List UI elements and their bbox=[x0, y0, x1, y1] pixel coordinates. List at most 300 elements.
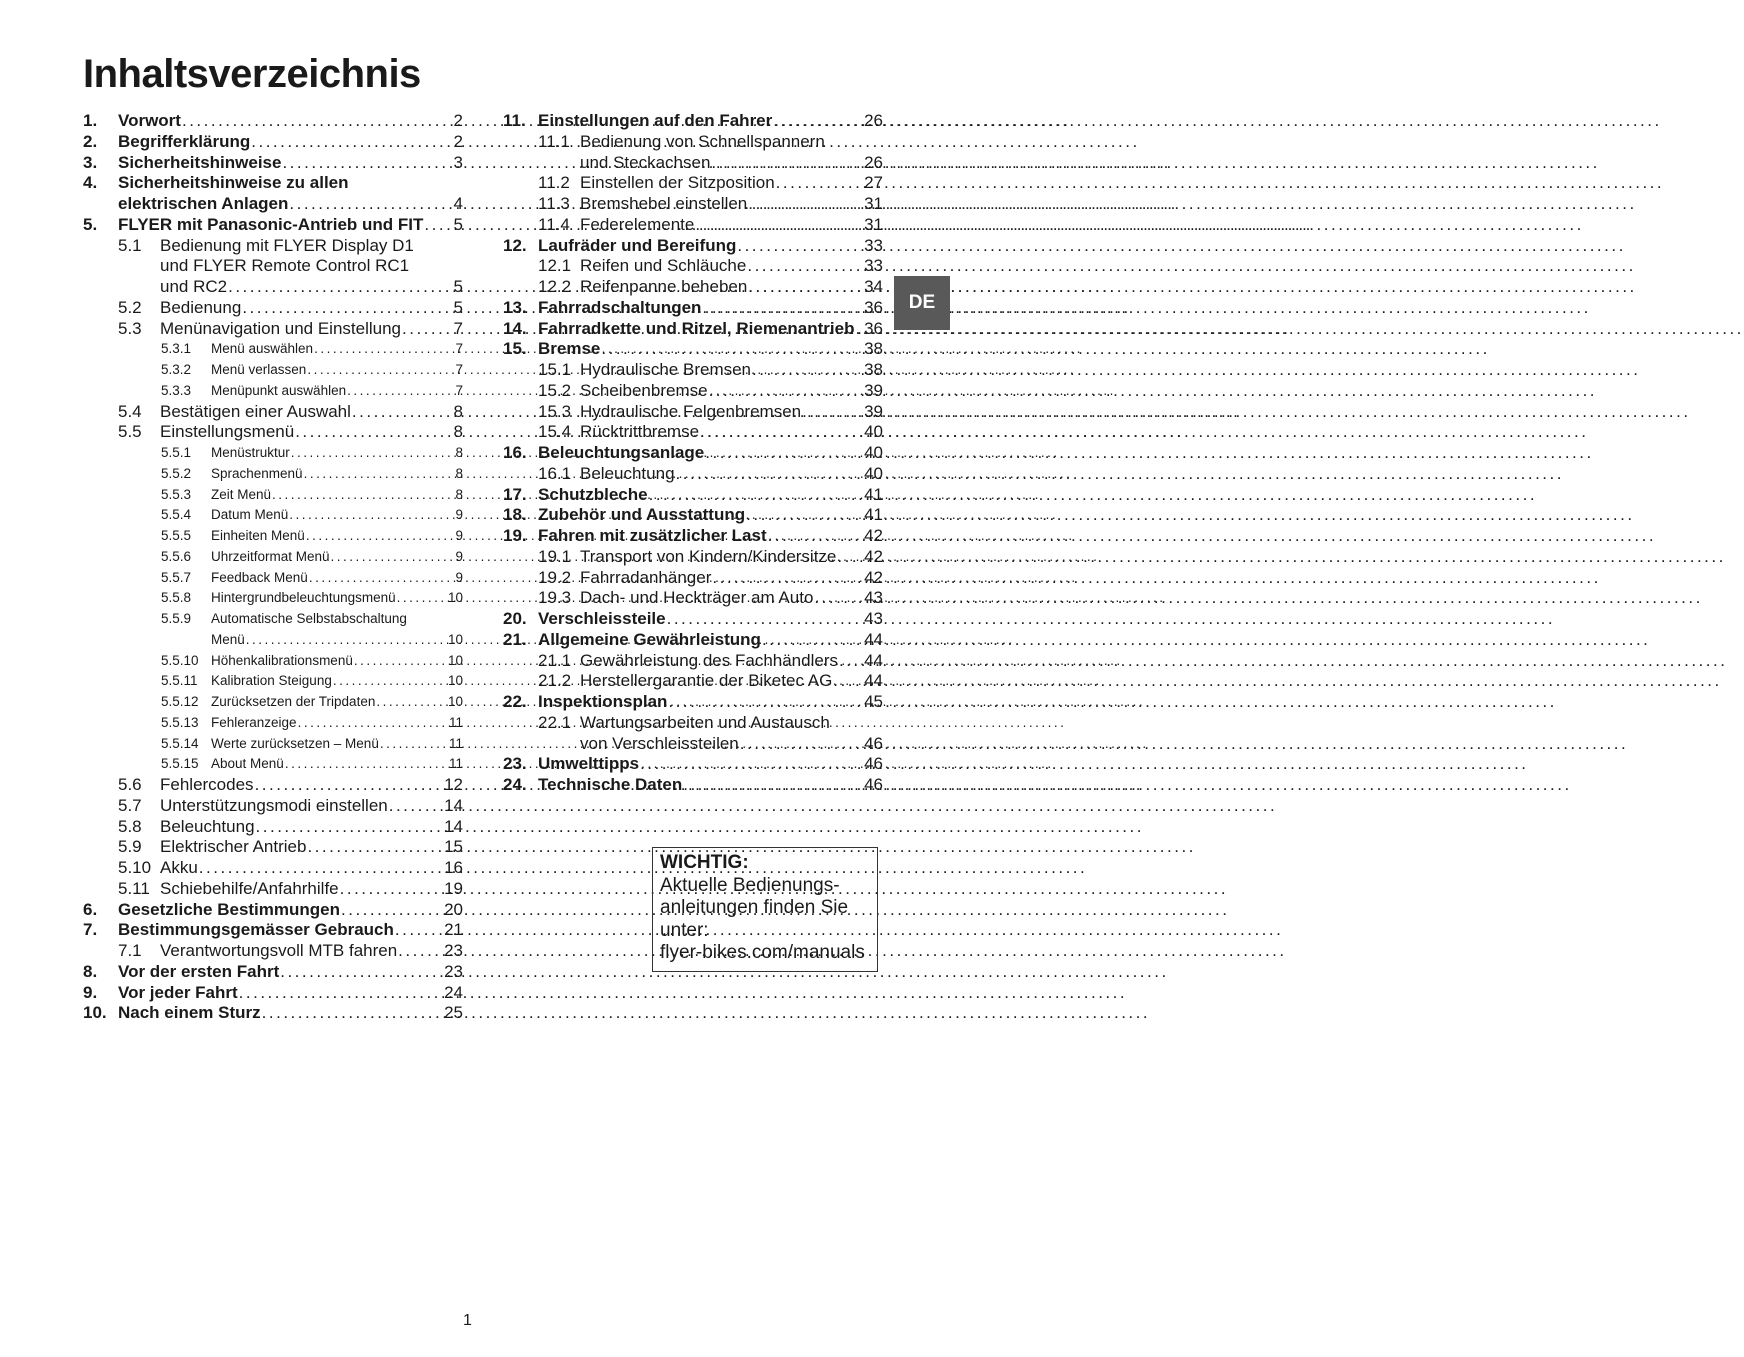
toc-entry-number: 12. bbox=[503, 235, 527, 255]
toc-dot-leader bbox=[746, 256, 864, 277]
toc-entry bbox=[503, 651, 883, 672]
toc-entry-number: 5.5.14 bbox=[161, 735, 199, 751]
toc-entry-title: Fahrradanhänger bbox=[580, 567, 712, 587]
toc-entry-page: 36 bbox=[864, 297, 883, 317]
toc-dot-leader bbox=[694, 215, 864, 236]
toc-entry-number: 20. bbox=[503, 609, 527, 628]
toc-entry-title: Gewährleistung des Fachhändlers bbox=[580, 650, 838, 670]
toc-entry-number: 5.9 bbox=[118, 837, 142, 857]
toc-entry-number: 5.5.2 bbox=[161, 465, 192, 481]
toc-left-column bbox=[83, 111, 463, 1024]
toc-entry-title: Fahrradschaltungen bbox=[538, 297, 702, 317]
toc-entry-title: Gesetzliche Bestimmungen bbox=[118, 899, 341, 919]
toc-dot-leader bbox=[379, 734, 449, 755]
toc-entry bbox=[503, 298, 883, 319]
page-title: Inhaltsverzeichnis bbox=[83, 52, 421, 96]
toc-entry-page: 11 bbox=[448, 714, 463, 730]
toc-dot-leader bbox=[308, 568, 456, 589]
toc-dot-leader bbox=[297, 713, 449, 734]
toc-entry-number: 5.2 bbox=[118, 297, 142, 317]
toc-entry-title: Laufräder und Bereifung bbox=[538, 235, 737, 255]
toc-dot-leader bbox=[836, 547, 864, 568]
toc-entry-number: 15.2 bbox=[538, 380, 572, 400]
toc-entry-title: Bedienung von Schnellspannern bbox=[580, 131, 825, 151]
toc-entry bbox=[503, 734, 883, 755]
toc-entry bbox=[83, 153, 463, 174]
toc-dot-leader bbox=[701, 298, 864, 319]
toc-entry-page: 31 bbox=[864, 214, 883, 234]
toc-entry-title: Akku bbox=[160, 858, 198, 877]
toc-entry-page: 31 bbox=[864, 194, 883, 213]
toc-entry bbox=[83, 692, 463, 713]
toc-dot-leader bbox=[761, 630, 864, 651]
toc-entry-number: 8. bbox=[83, 961, 98, 981]
toc-entry-number: 23. bbox=[503, 754, 527, 774]
toc-entry-title: Bremshebel einstellen bbox=[580, 194, 748, 213]
toc-entry-title: Beleuchtung bbox=[580, 463, 675, 483]
toc-entry-page: 2 bbox=[453, 131, 463, 151]
toc-entry-title: Reifen und Schläuche bbox=[580, 256, 747, 276]
toc-dot-leader bbox=[332, 671, 448, 692]
toc-entry bbox=[83, 277, 463, 298]
toc-entry-title: Bedienung bbox=[160, 297, 242, 317]
toc-entry-page: 7 bbox=[455, 362, 463, 377]
toc-entry-number: 4. bbox=[83, 173, 98, 193]
toc-entry-title: Schiebehilfe/Anfahrhilfe bbox=[160, 878, 339, 898]
toc-entry-page: 44 bbox=[864, 671, 883, 691]
toc-entry-page: 44 bbox=[864, 650, 883, 670]
toc-entry bbox=[503, 568, 883, 589]
toc-entry-page: 23 bbox=[444, 961, 463, 981]
toc-entry-number: 5.5.15 bbox=[161, 756, 199, 772]
toc-entry bbox=[503, 319, 883, 340]
toc-entry-number: 5.5.5 bbox=[161, 528, 192, 543]
toc-dot-leader bbox=[351, 402, 454, 423]
toc-entry-number: 5.5 bbox=[118, 422, 142, 442]
toc-dot-leader bbox=[699, 422, 864, 443]
notice-line: anleitungen finden Sie bbox=[660, 897, 849, 918]
toc-entry-number: 11.3 bbox=[538, 194, 570, 213]
toc-entry-title: Datum Menü bbox=[211, 507, 289, 523]
toc-entry bbox=[503, 381, 883, 402]
toc-entry-title: Fahrradkette und Ritzel, Riemenantrieb bbox=[538, 318, 855, 338]
toc-dot-leader bbox=[250, 132, 453, 153]
toc-entry-number: 12.2 bbox=[538, 277, 572, 296]
toc-entry-title: Verschleissteile bbox=[538, 609, 666, 628]
toc-entry bbox=[503, 215, 883, 236]
toc-entry-page: 10 bbox=[447, 694, 463, 709]
toc-entry-title: Automatische Selbstabschaltung bbox=[211, 611, 407, 626]
toc-entry-title: Uhrzeitformat Menü bbox=[211, 548, 330, 564]
toc-entry-page: 45 bbox=[864, 692, 883, 711]
toc-entry bbox=[503, 713, 883, 734]
toc-entry-number: 22.1 bbox=[538, 712, 572, 732]
toc-dot-leader bbox=[667, 692, 864, 713]
toc-entry-page: 26 bbox=[864, 152, 883, 172]
toc-entry bbox=[503, 588, 883, 609]
toc-dot-leader bbox=[288, 194, 453, 215]
toc-entry bbox=[83, 173, 463, 194]
toc-entry bbox=[83, 256, 463, 277]
toc-dot-leader bbox=[303, 464, 456, 485]
toc-entry-number: 5.1 bbox=[118, 235, 142, 255]
toc-entry-page: 14 bbox=[444, 816, 463, 836]
toc-dot-leader bbox=[255, 817, 445, 838]
toc-entry-title: Vorwort bbox=[118, 111, 181, 130]
toc-entry bbox=[503, 547, 883, 568]
toc-entry bbox=[83, 215, 463, 236]
toc-dot-leader bbox=[708, 381, 865, 402]
toc-entry-title: Verantwortungsvoll MTB fahren bbox=[160, 941, 398, 960]
toc-dot-leader bbox=[394, 920, 444, 941]
toc-entry-title: Transport von Kindern/Kindersitze bbox=[580, 546, 837, 566]
toc-entry-title: und RC2 bbox=[160, 277, 228, 296]
toc-entry bbox=[503, 360, 883, 381]
toc-entry-number: 5.3.2 bbox=[161, 362, 192, 377]
toc-entry-page: 10 bbox=[447, 590, 463, 606]
toc-dot-leader bbox=[353, 651, 448, 672]
toc-entry bbox=[503, 526, 883, 547]
toc-entry-number: 11.4 bbox=[538, 214, 570, 234]
toc-entry-page: 26 bbox=[864, 111, 883, 130]
toc-dot-leader bbox=[736, 236, 864, 257]
toc-entry-number: 5.5.6 bbox=[161, 548, 192, 564]
toc-entry-page: 40 bbox=[864, 463, 883, 483]
toc-entry-title: Hydraulische Bremsen bbox=[580, 360, 752, 379]
toc-entry-number: 5.8 bbox=[118, 816, 142, 836]
toc-entry-title: und Steckachsen bbox=[580, 152, 711, 172]
toc-entry-page: 40 bbox=[864, 422, 883, 442]
toc-entry-number: 18. bbox=[503, 505, 527, 525]
toc-entry bbox=[83, 817, 463, 838]
toc-entry bbox=[83, 775, 463, 796]
toc-dot-leader bbox=[739, 734, 864, 755]
toc-entry-page: 7 bbox=[455, 341, 463, 357]
toc-entry-page: 25 bbox=[444, 1003, 463, 1023]
toc-entry-number: 11.1 bbox=[538, 131, 570, 151]
toc-entry-page: 16 bbox=[444, 858, 463, 877]
toc-entry bbox=[83, 236, 463, 257]
toc-entry bbox=[503, 505, 883, 526]
toc-entry-page: 19 bbox=[444, 878, 463, 898]
toc-entry-page: 4 bbox=[453, 194, 463, 213]
toc-dot-leader bbox=[747, 277, 864, 298]
toc-entry-title: Hydraulische Felgenbremsen bbox=[580, 401, 802, 421]
toc-entry bbox=[83, 360, 463, 381]
toc-entry-number: 5.3.1 bbox=[161, 341, 192, 357]
toc-entry-page: 23 bbox=[444, 941, 463, 960]
toc-entry-page: 15 bbox=[444, 837, 463, 857]
toc-entry bbox=[83, 568, 463, 589]
toc-entry bbox=[503, 754, 883, 775]
toc-entry bbox=[83, 920, 463, 941]
toc-entry bbox=[83, 505, 463, 526]
toc-entry-number: 5.5.8 bbox=[161, 590, 192, 606]
toc-entry-title: Einstellungen auf den Fahrer bbox=[538, 111, 773, 130]
toc-entry-title: Bestimmungsgemässer Gebrauch bbox=[118, 920, 394, 940]
toc-entry bbox=[503, 609, 883, 630]
toc-dot-leader bbox=[388, 796, 444, 817]
toc-entry-number: 15.3 bbox=[538, 401, 572, 421]
toc-entry bbox=[503, 277, 883, 298]
toc-entry-title: Menü bbox=[211, 631, 245, 647]
toc-entry-title: Hintergrundbeleuchtungsmenü bbox=[211, 590, 396, 606]
toc-entry-page: 10 bbox=[447, 631, 463, 647]
toc-entry-page: 46 bbox=[864, 754, 883, 774]
toc-entry bbox=[83, 734, 463, 755]
toc-entry bbox=[83, 754, 463, 775]
toc-dot-leader bbox=[284, 754, 449, 775]
toc-entry-page: 42 bbox=[864, 567, 883, 587]
toc-entry-title: elektrischen Anlagen bbox=[118, 194, 289, 213]
toc-entry-page: 8 bbox=[455, 465, 463, 481]
toc-entry bbox=[503, 236, 883, 257]
toc-entry bbox=[83, 879, 463, 900]
toc-entry bbox=[83, 526, 463, 547]
toc-entry bbox=[83, 402, 463, 423]
toc-entry-title: Elektrischer Antrieb bbox=[160, 837, 307, 857]
toc-entry-number: 6. bbox=[83, 899, 98, 919]
notice-line: Aktuelle Bedienungs- bbox=[660, 874, 840, 896]
toc-entry-title: Sprachenmenü bbox=[211, 465, 303, 481]
toc-entry-number: 11.2 bbox=[538, 173, 570, 193]
toc-entry-number: 7.1 bbox=[118, 941, 142, 960]
toc-entry-number: 5.5.10 bbox=[161, 652, 199, 668]
toc-dot-leader bbox=[271, 485, 455, 506]
toc-entry bbox=[503, 256, 883, 277]
toc-entry-page: 8 bbox=[455, 486, 463, 502]
toc-entry-title: Unterstützungsmodi einstellen bbox=[160, 795, 388, 815]
toc-entry-page: 8 bbox=[453, 422, 463, 442]
toc-entry-number: 5.7 bbox=[118, 795, 142, 815]
toc-entry bbox=[503, 402, 883, 423]
toc-entry-title: Dach- und Heckträger am Auto bbox=[580, 588, 814, 608]
toc-entry-title: Nach einem Sturz bbox=[118, 1003, 261, 1023]
language-tab: DE bbox=[894, 276, 950, 330]
toc-entry-number: 15. bbox=[503, 339, 527, 359]
toc-entry-page: 39 bbox=[864, 380, 883, 400]
toc-dot-leader bbox=[306, 360, 455, 381]
toc-entry-page: 8 bbox=[455, 445, 463, 460]
toc-entry-page: 3 bbox=[453, 152, 463, 172]
toc-entry bbox=[503, 692, 883, 713]
toc-entry-title: Reifenpanne beheben bbox=[580, 277, 748, 296]
toc-dot-leader bbox=[666, 609, 864, 630]
toc-entry-page: 27 bbox=[864, 173, 883, 193]
toc-entry-title: Vor der ersten Fahrt bbox=[118, 961, 280, 981]
toc-entry bbox=[83, 941, 463, 962]
toc-dot-leader bbox=[747, 194, 864, 215]
toc-entry bbox=[83, 339, 463, 360]
toc-entry-page: 11 bbox=[448, 756, 463, 772]
toc-entry-page: 11 bbox=[448, 735, 463, 751]
toc-entry-title: Zeit Menü bbox=[211, 486, 272, 502]
toc-entry-title: Fehleranzeige bbox=[211, 714, 297, 730]
toc-entry-number: 5. bbox=[83, 214, 98, 234]
toc-entry-page: 9 bbox=[455, 548, 463, 564]
toc-dot-leader bbox=[313, 339, 455, 360]
toc-dot-leader bbox=[639, 754, 864, 775]
toc-entry-page: 33 bbox=[864, 235, 883, 255]
toc-entry-title: Bremse bbox=[538, 339, 601, 359]
toc-dot-leader bbox=[290, 443, 456, 464]
toc-entry-page: 9 bbox=[455, 528, 463, 543]
toc-entry bbox=[83, 111, 463, 132]
toc-entry-number: 15.4 bbox=[538, 422, 572, 442]
toc-entry-page: 7 bbox=[455, 382, 463, 398]
toc-entry-page: 42 bbox=[864, 526, 883, 545]
toc-dot-leader bbox=[813, 588, 864, 609]
toc-entry bbox=[83, 858, 463, 879]
toc-right-column bbox=[503, 111, 883, 796]
toc-dot-leader bbox=[288, 505, 455, 526]
toc-entry-title: Rücktrittbremse bbox=[580, 422, 700, 442]
toc-entry bbox=[83, 651, 463, 672]
toc-entry bbox=[83, 630, 463, 651]
toc-entry-number: 21. bbox=[503, 629, 527, 649]
toc-dot-leader bbox=[340, 900, 444, 921]
toc-entry bbox=[503, 671, 883, 692]
toc-entry-number: 5.5.9 bbox=[161, 611, 192, 626]
toc-entry-title: Begrifferklärung bbox=[118, 131, 251, 151]
toc-entry-number: 19.3 bbox=[538, 588, 572, 608]
toc-dot-leader bbox=[854, 319, 864, 340]
toc-entry bbox=[503, 443, 883, 464]
toc-entry-page: 5 bbox=[453, 214, 463, 234]
toc-dot-leader bbox=[682, 775, 864, 796]
toc-entry-page: 2 bbox=[453, 111, 463, 130]
toc-entry-page: 46 bbox=[864, 733, 883, 753]
toc-entry-number: 21.2 bbox=[538, 671, 572, 691]
toc-entry bbox=[83, 609, 463, 630]
toc-dot-leader bbox=[600, 339, 864, 360]
toc-entry-number: 9. bbox=[83, 982, 98, 1002]
toc-entry-title: Schutzbleche bbox=[538, 484, 648, 504]
toc-entry-title: Höhenkalibrationsmenü bbox=[211, 652, 353, 668]
toc-entry-title: und FLYER Remote Control RC1 bbox=[160, 256, 410, 276]
toc-entry-page: 38 bbox=[864, 339, 883, 359]
toc-entry-number: 5.10 bbox=[118, 858, 152, 877]
toc-entry-page: 41 bbox=[864, 505, 883, 525]
toc-entry-number: 5.4 bbox=[118, 401, 142, 421]
toc-entry-number: 1. bbox=[83, 111, 98, 130]
toc-entry-number: 15.1 bbox=[538, 360, 572, 379]
toc-entry-page: 41 bbox=[864, 484, 883, 504]
toc-entry-page: 43 bbox=[864, 609, 883, 628]
toc-dot-leader bbox=[346, 381, 455, 402]
toc-entry-title: Menünavigation und Einstellung bbox=[160, 318, 402, 338]
toc-entry-title: Inspektionsplan bbox=[538, 692, 668, 711]
toc-entry-page: 21 bbox=[444, 920, 463, 940]
toc-entry-title: Allgemeine Gewährleistung bbox=[538, 629, 761, 649]
toc-dot-leader bbox=[675, 464, 865, 485]
toc-entry-number: 19.2 bbox=[538, 567, 572, 587]
toc-entry bbox=[503, 422, 883, 443]
toc-entry-number: 5.6 bbox=[118, 775, 142, 794]
toc-dot-leader bbox=[281, 153, 453, 174]
toc-dot-leader bbox=[838, 651, 864, 672]
toc-entry-number: 12.1 bbox=[538, 256, 572, 276]
toc-dot-leader bbox=[648, 485, 864, 506]
toc-entry-page: 9 bbox=[455, 569, 463, 585]
toc-entry-number: 22. bbox=[503, 692, 527, 711]
toc-entry bbox=[503, 153, 883, 174]
toc-dot-leader bbox=[241, 298, 453, 319]
toc-entry-title: Kalibration Steigung bbox=[211, 673, 332, 689]
toc-entry-number: 7. bbox=[83, 920, 98, 940]
toc-entry bbox=[503, 775, 883, 796]
toc-entry bbox=[83, 443, 463, 464]
toc-dot-leader bbox=[330, 547, 456, 568]
toc-entry bbox=[503, 173, 883, 194]
toc-entry-number: 5.5.3 bbox=[161, 486, 192, 502]
toc-entry-page: 9 bbox=[455, 507, 463, 523]
toc-entry-title: Zubehör und Ausstattung bbox=[538, 505, 746, 525]
toc-entry-title: Fehlercodes bbox=[160, 775, 254, 794]
toc-entry-page: 40 bbox=[864, 443, 883, 462]
toc-entry bbox=[83, 194, 463, 215]
toc-entry bbox=[83, 422, 463, 443]
toc-entry bbox=[503, 464, 883, 485]
toc-dot-leader bbox=[294, 422, 453, 443]
toc-entry-title: Feedback Menü bbox=[211, 569, 308, 585]
toc-entry-title: Menüstruktur bbox=[211, 445, 290, 460]
toc-entry-title: Scheibenbremse bbox=[580, 380, 708, 400]
toc-entry bbox=[503, 630, 883, 651]
toc-entry-number: 5.5.13 bbox=[161, 714, 199, 730]
toc-entry-title: Einheiten Menü bbox=[211, 528, 305, 543]
toc-dot-leader bbox=[306, 837, 444, 858]
toc-dot-leader bbox=[801, 402, 864, 423]
toc-entry-page: 43 bbox=[864, 588, 883, 608]
toc-entry-title: Wartungsarbeiten und Austausch bbox=[580, 712, 830, 732]
toc-entry-page: 5 bbox=[453, 277, 463, 296]
toc-entry-number: 24. bbox=[503, 775, 527, 794]
toc-entry-page: 36 bbox=[864, 318, 883, 338]
notice-line: unter: bbox=[660, 919, 709, 941]
toc-entry-page: 12 bbox=[444, 775, 463, 794]
toc-entry bbox=[83, 900, 463, 921]
toc-entry bbox=[83, 837, 463, 858]
toc-entry-number: 5.11 bbox=[118, 878, 150, 898]
toc-entry-page: 8 bbox=[453, 401, 463, 421]
toc-entry bbox=[83, 983, 463, 1004]
toc-dot-leader bbox=[710, 153, 864, 174]
toc-entry bbox=[83, 464, 463, 485]
toc-dot-leader bbox=[254, 775, 445, 796]
toc-entry-number: 5.5.1 bbox=[161, 445, 192, 460]
toc-entry-title: Herstellergarantie der Biketec AG bbox=[580, 671, 833, 691]
toc-dot-leader bbox=[198, 858, 444, 879]
toc-dot-leader bbox=[401, 319, 454, 340]
toc-entry-page: 42 bbox=[864, 546, 883, 566]
toc-entry bbox=[503, 485, 883, 506]
toc-entry-page: 46 bbox=[864, 775, 883, 794]
toc-entry bbox=[503, 339, 883, 360]
toc-dot-leader bbox=[181, 111, 454, 132]
toc-dot-leader bbox=[396, 588, 448, 609]
toc-dot-leader bbox=[751, 360, 864, 381]
toc-entry-title: Menüpunkt auswählen bbox=[211, 382, 347, 398]
toc-dot-leader bbox=[397, 941, 444, 962]
toc-entry bbox=[83, 588, 463, 609]
toc-entry-page: 10 bbox=[447, 673, 463, 689]
toc-entry-number: 14. bbox=[503, 318, 527, 338]
toc-entry bbox=[83, 319, 463, 340]
toc-entry bbox=[83, 298, 463, 319]
page-number: 1 bbox=[463, 1312, 472, 1329]
toc-entry-title: Beleuchtungsanlage bbox=[538, 443, 705, 462]
